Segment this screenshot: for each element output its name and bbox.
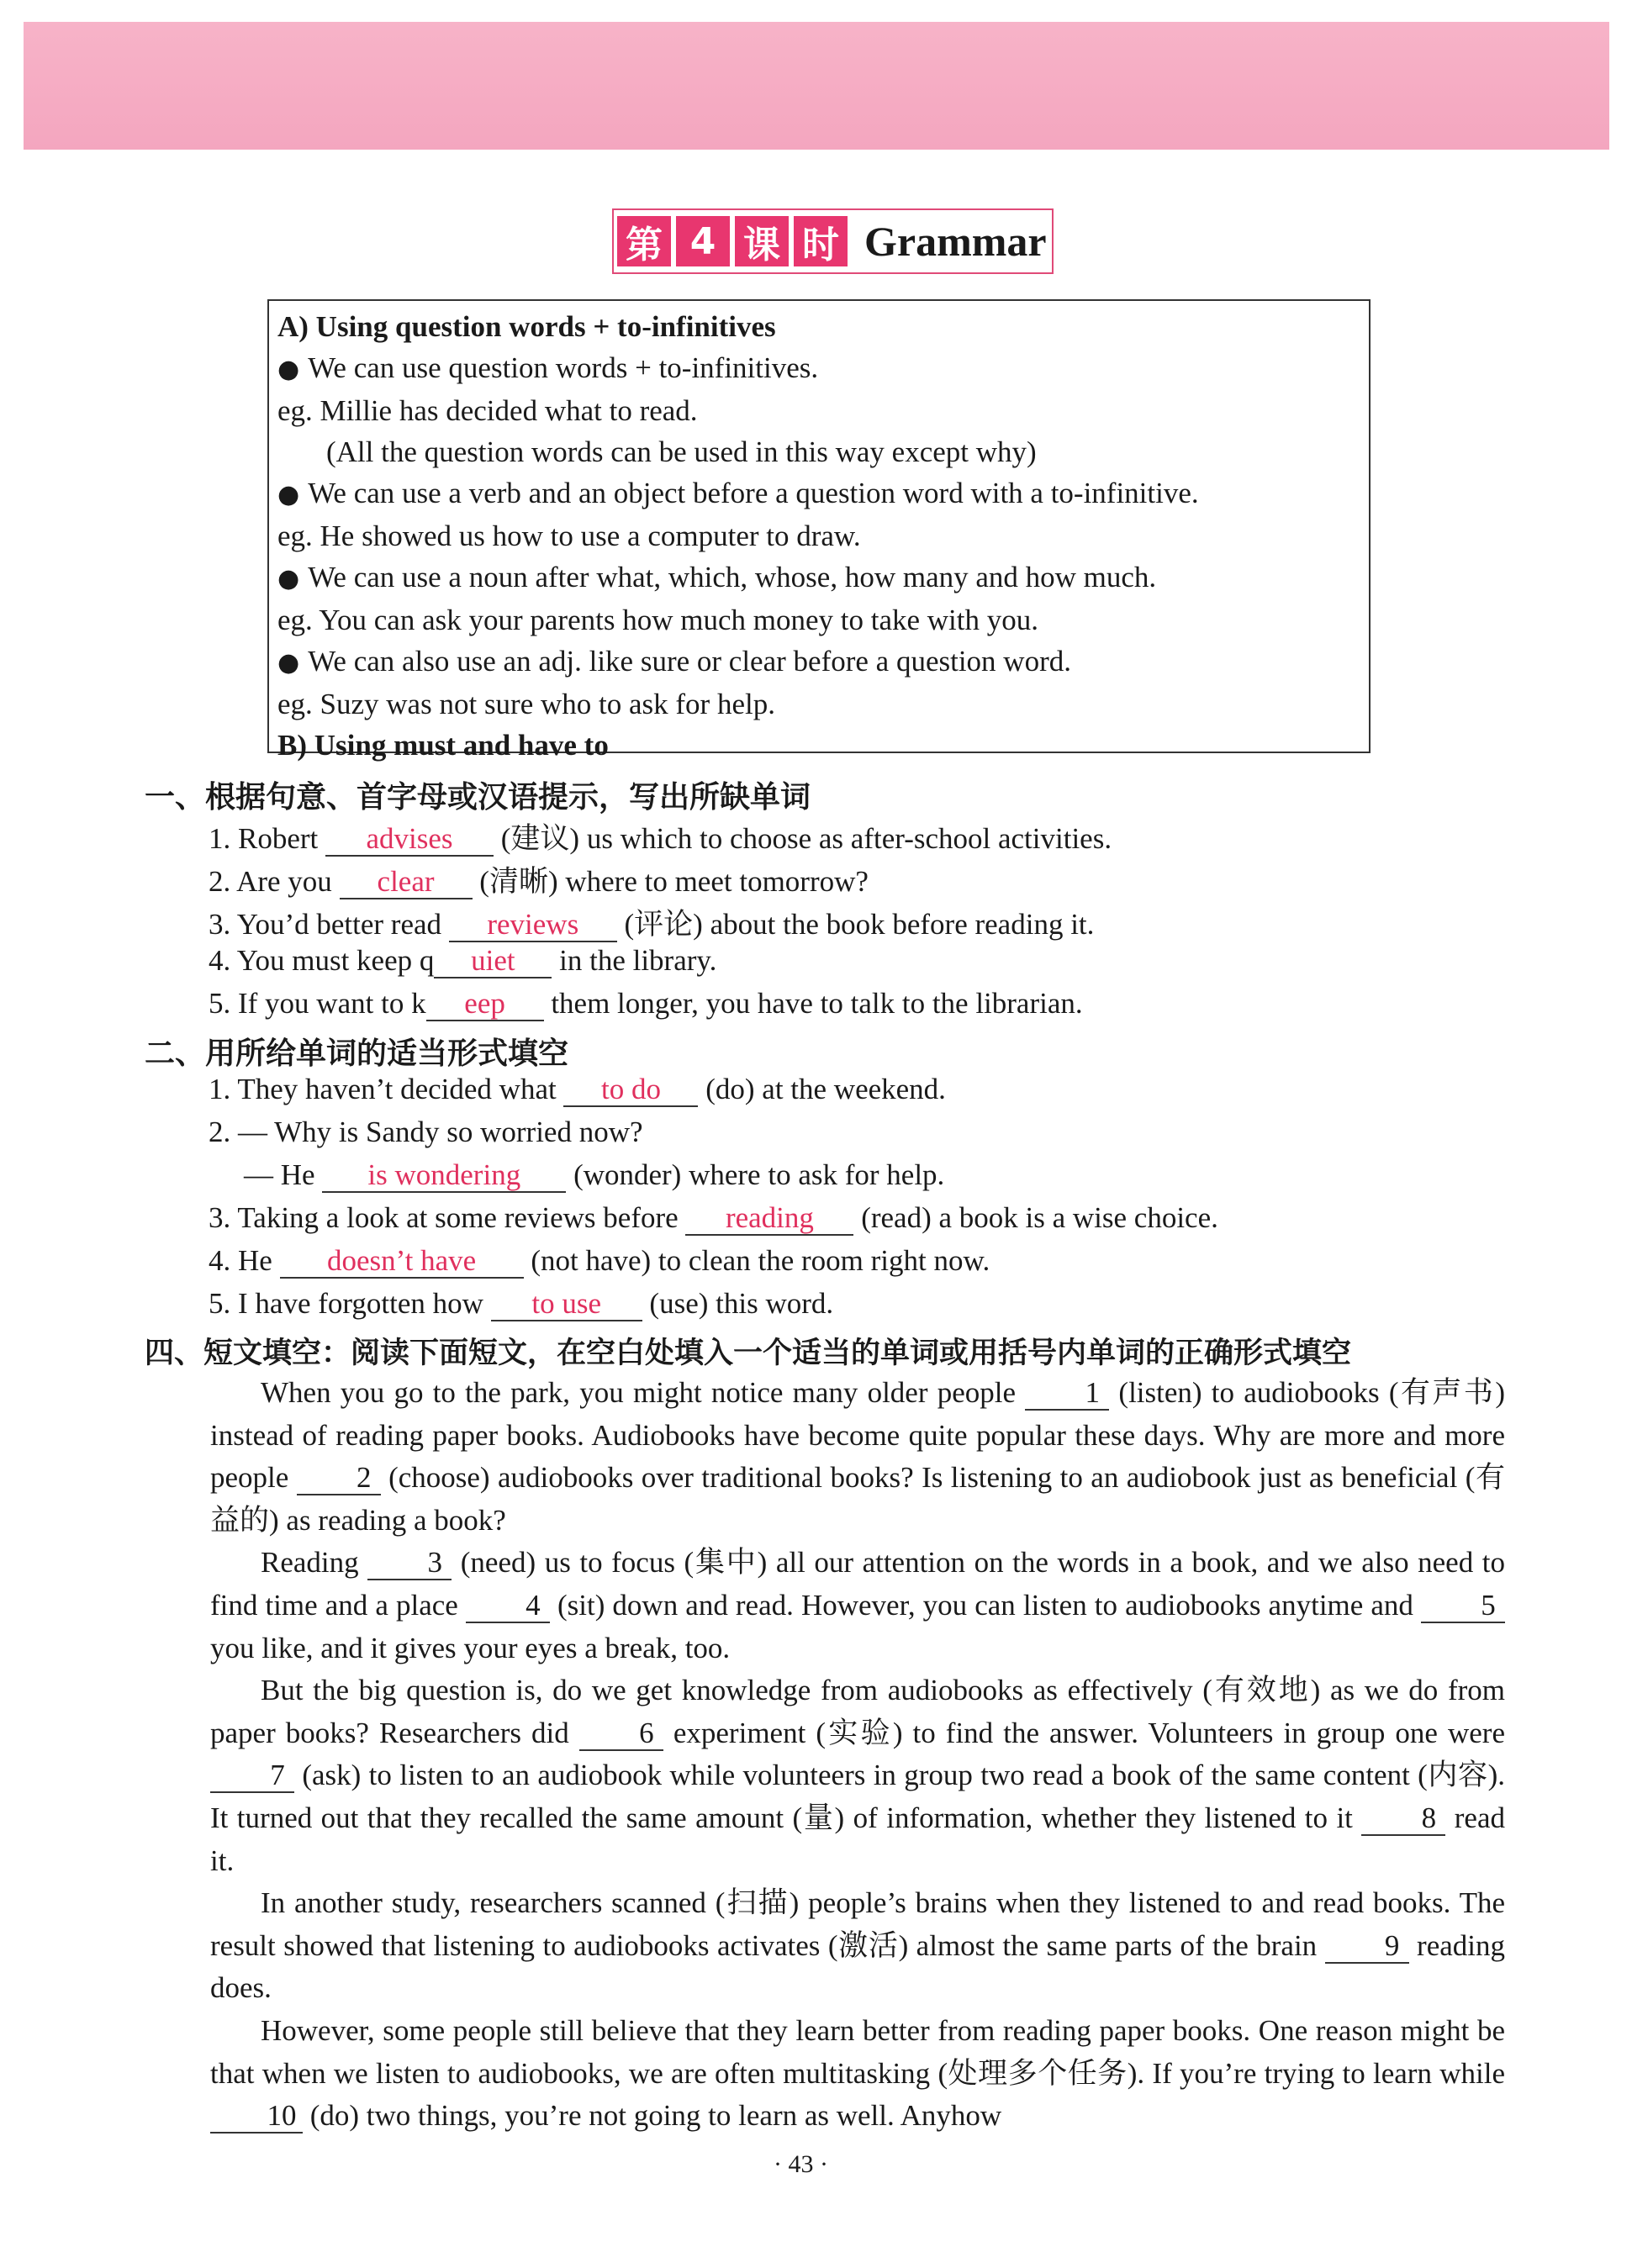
bullet-icon: ●: [277, 355, 300, 384]
cloze-blank[interactable]: 4: [466, 1590, 550, 1623]
answer-blank[interactable]: doesn’t have: [280, 1245, 524, 1279]
passage-paragraph: However, some people still believe that they learn better from reading paper books. One reason might be that when we listen to audiobooks, we are often multitasking (处理多个任务). If you’re trying to learn while 10 (do) two things, you’re not going to learn as well. Anyhow: [210, 2013, 1505, 2133]
answer-blank[interactable]: to use: [491, 1288, 642, 1321]
bullet-icon: ●: [277, 648, 300, 678]
answer-blank[interactable]: to do: [563, 1073, 698, 1107]
bullet-icon: ●: [277, 564, 300, 593]
rule-heading: B) Using must and have to: [277, 729, 609, 762]
cloze-blank[interactable]: 5: [1421, 1590, 1505, 1623]
lesson-ordinal-box: 课: [735, 216, 789, 266]
rule-line: ● We can use a noun after what, which, whose, how many and how much.: [277, 561, 1157, 593]
lesson-heading: Grammar: [864, 218, 1047, 265]
passage-paragraph: Reading 3 (need) us to focus (集中) all our attention on the words in a book, and we also need to find time and a place 4 (sit) down and read. However, you can listen to audiobooks anytime and 5 you like, and it gives your eyes a break, too.: [210, 1546, 1505, 1664]
question-item: 1. They haven’t decided what to do (do) at the weekend.: [209, 1073, 946, 1105]
rule-example: eg. He showed us how to use a computer to draw.: [277, 520, 861, 552]
grammar-rules-box: [267, 299, 1371, 762]
cloze-blank[interactable]: 10: [210, 2100, 303, 2134]
passage-paragraph: In another study, researchers scanned (扫描) people’s brains when they listened to and read books. The result showed that listening to audiobooks activates (激活) almost the same parts of the brain 9 reading does.: [210, 1886, 1505, 2005]
cloze-blank[interactable]: 6: [579, 1717, 663, 1751]
passage-paragraph: When you go to the park, you might notice many older people 1 (listen) to audiobooks (有声书) instead of reading paper books. Audiobooks have become quite popular these days. Why are more and more people 2 (choose) audiobooks over traditional books? Is listening to an audiobook just as beneficial (有益的) as reading a book?: [210, 1376, 1505, 1537]
rule-example: eg. You can ask your parents how much money to take with you.: [277, 604, 1038, 636]
question-item: 4. You must keep q uiet in the library.: [209, 944, 717, 977]
cloze-blank[interactable]: 7: [210, 1759, 294, 1793]
answer-blank[interactable]: advises: [325, 823, 494, 857]
answer-blank[interactable]: eep: [426, 988, 544, 1021]
question-item: 2. Are you clear (清晰) where to meet tomorrow?: [209, 865, 869, 898]
answer-blank[interactable]: clear: [340, 866, 473, 899]
cloze-blank[interactable]: 3: [367, 1547, 452, 1580]
passage-paragraph: But the big question is, do we get knowledge from audiobooks as effectively (有效地) as we do from paper books? Researchers did 6 experiment (实验) to find the answer. Volunteers in group one were 7 (ask) to listen to an audiobook while volunteers in group two read a book of the same content (内容). It turned out that they recalled the same amount (量) of information, whether they listened to it 8 read it.: [210, 1674, 1505, 1877]
cloze-passage: [210, 1372, 1505, 2138]
answer-blank[interactable]: reviews: [449, 909, 617, 942]
rule-line: ● We can use a verb and an object before a question word with a to-infinitive.: [277, 477, 1199, 509]
answer-blank[interactable]: uiet: [434, 945, 552, 978]
answer-blank[interactable]: reading: [685, 1202, 853, 1236]
answer-blank[interactable]: is wondering: [322, 1159, 566, 1193]
section-4-heading: 四、短文填空：阅读下面短文，在空白处填入一个适当的单词或用括号内单词的正确形式填空: [145, 1337, 1352, 1370]
cloze-blank[interactable]: 9: [1325, 1930, 1409, 1964]
section-1-heading: 一、根据句意、首字母或汉语提示，写出所缺单词: [145, 780, 811, 815]
rule-heading: A) Using question words + to-infinitives: [277, 310, 776, 343]
question-item: — He is wondering (wonder) where to ask for help.: [244, 1158, 945, 1191]
lesson-number-box: 4: [676, 216, 730, 266]
section-2-heading: 二、用所给单词的适当形式填空: [145, 1036, 569, 1071]
question-item: 3. Taking a look at some reviews before reading (read) a book is a wise choice.: [209, 1201, 1218, 1234]
header-banner: [24, 22, 1609, 150]
question-item: 5. I have forgotten how to use (use) this word.: [209, 1287, 834, 1320]
rule-line: ● We can also use an adj. like sure or clear before a question word.: [277, 645, 1071, 678]
cloze-blank[interactable]: 8: [1361, 1802, 1445, 1836]
question-item: 3. You’d better read reviews (评论) about the book before reading it.: [209, 908, 1095, 941]
cloze-blank[interactable]: 2: [297, 1462, 381, 1495]
cloze-blank[interactable]: 1: [1025, 1377, 1109, 1411]
question-item: 1. Robert advises (建议) us which to choose as after-school activities.: [209, 822, 1112, 855]
rule-line: ● We can use question words + to-infinitives.: [277, 351, 819, 384]
rule-note: (All the question words can be used in this way except why): [326, 435, 1037, 468]
bullet-icon: ●: [277, 480, 300, 509]
question-item: 5. If you want to k eep them longer, you have to talk to the librarian.: [209, 987, 1083, 1020]
lesson-ordinal-box: 时: [794, 216, 848, 266]
lesson-title: [612, 208, 1054, 274]
lesson-ordinal-box: 第: [617, 216, 671, 266]
question-item: 2. — Why is Sandy so worried now?: [209, 1116, 643, 1148]
question-item: 4. He doesn’t have (not have) to clean the room right now.: [209, 1244, 990, 1277]
rule-example: eg. Millie has decided what to read.: [277, 394, 698, 427]
page-number: · 43 ·: [774, 2150, 828, 2178]
rule-example: eg. Suzy was not sure who to ask for help.: [277, 688, 775, 720]
